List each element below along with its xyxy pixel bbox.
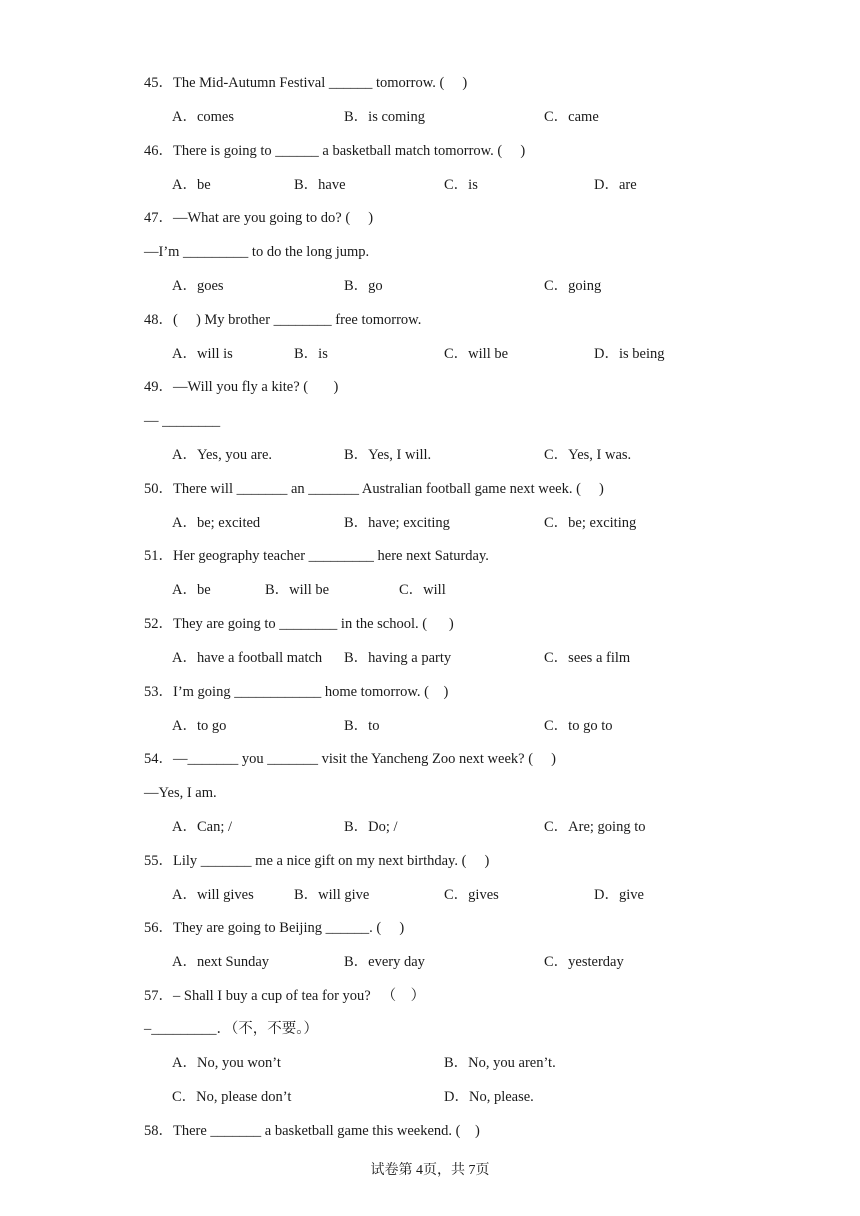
question-text: There is going to ______ a basketball match tomorrow. ( ): [173, 143, 526, 159]
question-47-stem: [144, 209, 373, 227]
option-c[interactable]: C．be; exciting: [544, 515, 637, 531]
question-text: There will _______ an _______ Australian football game next week. ( ): [173, 481, 604, 497]
question-text: Her geography teacher _________ here next Saturday.: [173, 548, 489, 564]
question-50-stem: [144, 480, 604, 498]
option-b[interactable]: B．have: [294, 177, 346, 193]
option-a[interactable]: A．comes: [172, 109, 235, 125]
question-48-stem: [144, 311, 421, 329]
question-number: 53．: [144, 684, 173, 700]
question-number: 55．: [144, 853, 173, 869]
option-c[interactable]: C．will be: [444, 346, 509, 362]
option-c[interactable]: C．No, please don’t: [172, 1089, 292, 1105]
option-a[interactable]: A．will is: [172, 346, 233, 362]
question-text: I’m going ____________ home tomorrow. ( ): [173, 684, 449, 700]
question-number: 56．: [144, 920, 173, 936]
option-c[interactable]: C．is: [444, 177, 478, 193]
option-b[interactable]: B．No, you aren’t.: [444, 1055, 556, 1071]
option-c[interactable]: C．yesterday: [544, 954, 624, 970]
option-a[interactable]: A．be: [172, 177, 211, 193]
option-a[interactable]: A．goes: [172, 278, 224, 294]
option-a[interactable]: A．No, you won’t: [172, 1055, 281, 1071]
option-d[interactable]: D．give: [594, 887, 644, 903]
question-number: 46．: [144, 143, 173, 159]
option-b[interactable]: B．Yes, I will.: [344, 447, 432, 463]
question-45-stem: [144, 74, 467, 92]
option-d[interactable]: D．is being: [594, 346, 665, 362]
option-b[interactable]: B．to: [344, 718, 380, 734]
option-b[interactable]: B．every day: [344, 954, 425, 970]
option-b[interactable]: B．go: [344, 278, 383, 294]
option-c[interactable]: C．will: [399, 582, 446, 598]
question-57-dialogue: –_________．（不，不要。）: [144, 1021, 318, 1037]
question-number: 51．: [144, 548, 173, 564]
option-c[interactable]: C．Are; going to: [544, 819, 646, 835]
option-a[interactable]: A．to go: [172, 718, 227, 734]
question-49-dialogue: — ________: [144, 413, 221, 429]
option-c[interactable]: C．sees a film: [544, 650, 631, 666]
option-b[interactable]: B．Do; /: [344, 819, 398, 835]
question-number: 58．: [144, 1123, 173, 1139]
question-number: 57．: [144, 988, 173, 1004]
option-b[interactable]: B．is coming: [344, 109, 425, 125]
question-53-stem: [144, 683, 448, 701]
option-a[interactable]: A．be; excited: [172, 515, 261, 531]
option-b[interactable]: B．will be: [265, 582, 330, 598]
question-text: —Will you fly a kite? ( ): [173, 379, 339, 395]
question-text: – Shall I buy a cup of tea for you? （ ）: [173, 988, 426, 1004]
question-text: They are going to ________ in the school. ( ): [173, 616, 454, 632]
question-51-stem: [144, 547, 489, 565]
option-c[interactable]: C．came: [544, 109, 599, 125]
question-text: The Mid-Autumn Festival ______ tomorrow. ( ): [173, 75, 468, 91]
option-b[interactable]: B．have; exciting: [344, 515, 450, 531]
question-text: They are going to Beijing ______. ( ): [173, 920, 405, 936]
question-text: —What are you going to do? ( ): [173, 210, 374, 226]
option-b[interactable]: B．will give: [294, 887, 370, 903]
question-49-stem: [144, 378, 338, 396]
option-d[interactable]: D．are: [594, 177, 637, 193]
question-text: Lily _______ me a nice gift on my next birthday. ( ): [173, 853, 490, 869]
option-a[interactable]: A．Yes, you are.: [172, 447, 273, 463]
question-number: 50．: [144, 481, 173, 497]
question-text: —_______ you _______ visit the Yancheng Zoo next week? ( ): [173, 751, 556, 767]
option-a[interactable]: A．be: [172, 582, 211, 598]
page-footer: 试卷第 4页，共 7页: [370, 1163, 490, 1178]
question-46-stem: [144, 142, 525, 160]
option-c[interactable]: C．Yes, I was.: [544, 447, 632, 463]
question-57-stem: [144, 987, 425, 1005]
question-text: ( ) My brother ________ free tomorrow.: [173, 312, 422, 328]
question-54-dialogue: —Yes, I am.: [144, 785, 217, 801]
question-47-dialogue: —I’m _________ to do the long jump.: [144, 244, 370, 260]
question-text: There _______ a basketball game this weekend. ( ): [173, 1123, 480, 1139]
question-54-stem: [144, 750, 556, 768]
option-c[interactable]: C．going: [544, 278, 602, 294]
question-56-stem: [144, 919, 404, 937]
option-a[interactable]: A．Can; /: [172, 819, 233, 835]
question-number: 45．: [144, 75, 173, 91]
option-a[interactable]: A．next Sunday: [172, 954, 270, 970]
option-a[interactable]: A．have a football match: [172, 650, 323, 666]
option-b[interactable]: B．having a party: [344, 650, 452, 666]
question-number: 47．: [144, 210, 173, 226]
question-58-stem: [144, 1122, 480, 1140]
option-b[interactable]: B．is: [294, 346, 328, 362]
question-number: 49．: [144, 379, 173, 395]
question-55-stem: [144, 852, 489, 870]
option-c[interactable]: C．to go to: [544, 718, 613, 734]
question-number: 52．: [144, 616, 173, 632]
question-52-stem: [144, 615, 454, 633]
question-number: 54．: [144, 751, 173, 767]
option-c[interactable]: C．gives: [444, 887, 499, 903]
option-a[interactable]: A．will gives: [172, 887, 254, 903]
question-number: 48．: [144, 312, 173, 328]
option-d[interactable]: D．No, please.: [444, 1089, 534, 1105]
